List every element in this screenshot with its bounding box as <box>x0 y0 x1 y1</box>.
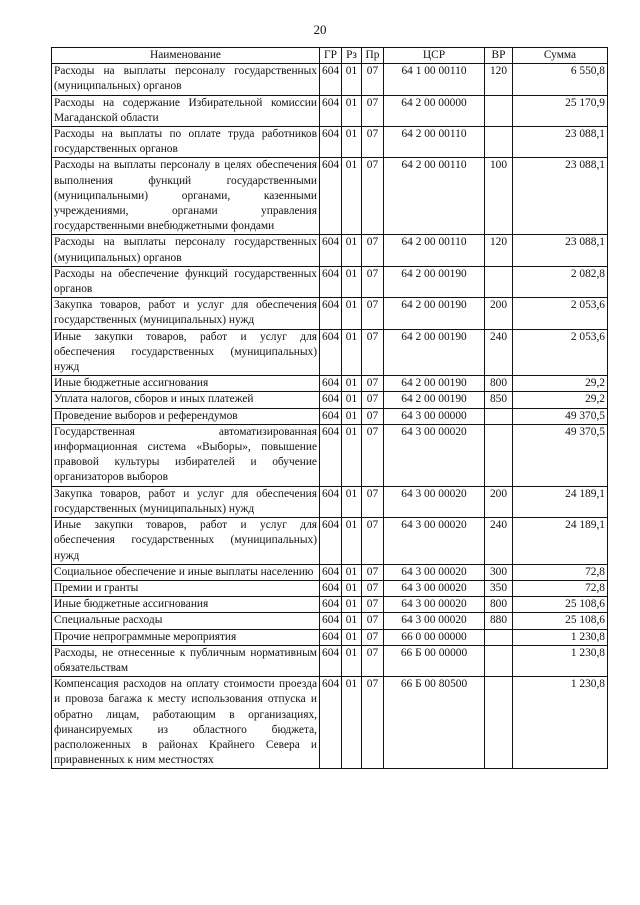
cell-pr: 07 <box>362 613 384 629</box>
cell-pr: 07 <box>362 564 384 580</box>
cell-sum: 23 088,1 <box>513 127 608 158</box>
cell-csr: 64 2 00 00190 <box>384 392 485 408</box>
table-row <box>52 298 608 329</box>
cell-name: Иные бюджетные ассигнования <box>52 597 320 613</box>
table-row <box>52 266 608 297</box>
header-sum: Сумма <box>513 48 608 64</box>
cell-name: Государственная автоматизированная информационная система «Выборы», повышение правовой культуры избирателей и обучение организаторов выборов <box>52 424 320 486</box>
cell-csr: 64 2 00 00110 <box>384 235 485 266</box>
cell-vr: 200 <box>485 486 513 517</box>
cell-name: Прочие непрограммные мероприятия <box>52 629 320 645</box>
cell-rz: 01 <box>342 408 362 424</box>
header-vr: ВР <box>485 48 513 64</box>
table-row <box>52 564 608 580</box>
cell-rz: 01 <box>342 392 362 408</box>
cell-sum: 25 108,6 <box>513 613 608 629</box>
cell-vr <box>485 629 513 645</box>
cell-pr: 07 <box>362 597 384 613</box>
cell-rz: 01 <box>342 298 362 329</box>
cell-vr: 350 <box>485 580 513 596</box>
cell-gr: 604 <box>320 329 342 376</box>
cell-gr: 604 <box>320 424 342 486</box>
cell-rz: 01 <box>342 95 362 126</box>
cell-vr <box>485 424 513 486</box>
cell-rz: 01 <box>342 518 362 565</box>
table-row <box>52 235 608 266</box>
cell-pr: 07 <box>362 266 384 297</box>
cell-gr: 604 <box>320 564 342 580</box>
cell-rz: 01 <box>342 376 362 392</box>
table-row <box>52 95 608 126</box>
cell-csr: 64 3 00 00020 <box>384 486 485 517</box>
cell-gr: 604 <box>320 392 342 408</box>
cell-gr: 604 <box>320 95 342 126</box>
cell-name: Расходы на выплаты персоналу государственных (муниципальных) органов <box>52 64 320 95</box>
budget-table <box>51 47 608 769</box>
cell-csr: 66 Б 00 80500 <box>384 677 485 769</box>
cell-csr: 66 Б 00 00000 <box>384 645 485 676</box>
cell-csr: 64 2 00 00110 <box>384 127 485 158</box>
cell-sum: 25 108,6 <box>513 597 608 613</box>
cell-csr: 64 3 00 00020 <box>384 597 485 613</box>
cell-sum: 72,8 <box>513 564 608 580</box>
cell-pr: 07 <box>362 392 384 408</box>
cell-rz: 01 <box>342 266 362 297</box>
cell-csr: 64 3 00 00020 <box>384 580 485 596</box>
cell-gr: 604 <box>320 376 342 392</box>
table-row <box>52 127 608 158</box>
cell-name: Компенсация расходов на оплату стоимости проезда и провоза багажа к месту использования отпуска и обратно лицам, работающим в организациях, финансируемых из областного бюджета, расположенных в районах Крайнего Севера и приравненных к ним местностях <box>52 677 320 769</box>
cell-rz: 01 <box>342 329 362 376</box>
cell-vr: 800 <box>485 597 513 613</box>
header-gr: ГР <box>320 48 342 64</box>
cell-rz: 01 <box>342 564 362 580</box>
cell-vr: 120 <box>485 64 513 95</box>
cell-sum: 2 053,6 <box>513 298 608 329</box>
cell-gr: 604 <box>320 235 342 266</box>
cell-csr: 64 2 00 00110 <box>384 158 485 235</box>
cell-name: Премии и гранты <box>52 580 320 596</box>
cell-sum: 1 230,8 <box>513 629 608 645</box>
cell-sum: 24 189,1 <box>513 518 608 565</box>
table-row <box>52 645 608 676</box>
cell-pr: 07 <box>362 645 384 676</box>
cell-gr: 604 <box>320 597 342 613</box>
cell-sum: 29,2 <box>513 376 608 392</box>
cell-vr: 800 <box>485 376 513 392</box>
cell-vr: 300 <box>485 564 513 580</box>
cell-name: Расходы на выплаты по оплате труда работников государственных органов <box>52 127 320 158</box>
cell-gr: 604 <box>320 127 342 158</box>
cell-gr: 604 <box>320 629 342 645</box>
cell-sum: 29,2 <box>513 392 608 408</box>
cell-gr: 604 <box>320 518 342 565</box>
cell-rz: 01 <box>342 597 362 613</box>
cell-sum: 72,8 <box>513 580 608 596</box>
table-row <box>52 580 608 596</box>
cell-sum: 6 550,8 <box>513 64 608 95</box>
cell-sum: 23 088,1 <box>513 158 608 235</box>
cell-vr: 100 <box>485 158 513 235</box>
cell-pr: 07 <box>362 518 384 565</box>
table-row <box>52 329 608 376</box>
cell-name: Иные бюджетные ассигнования <box>52 376 320 392</box>
cell-vr: 880 <box>485 613 513 629</box>
cell-sum: 49 370,5 <box>513 408 608 424</box>
cell-csr: 64 3 00 00020 <box>384 564 485 580</box>
cell-pr: 07 <box>362 64 384 95</box>
cell-gr: 604 <box>320 645 342 676</box>
cell-pr: 07 <box>362 376 384 392</box>
cell-rz: 01 <box>342 158 362 235</box>
cell-vr <box>485 645 513 676</box>
cell-vr: 240 <box>485 329 513 376</box>
cell-pr: 07 <box>362 158 384 235</box>
cell-name: Закупка товаров, работ и услуг для обеспечения государственных (муниципальных) нужд <box>52 298 320 329</box>
cell-gr: 604 <box>320 613 342 629</box>
cell-csr: 64 3 00 00020 <box>384 518 485 565</box>
table-row <box>52 518 608 565</box>
table-row <box>52 629 608 645</box>
cell-sum: 1 230,8 <box>513 645 608 676</box>
cell-name: Расходы, не отнесенные к публичным нормативным обязательствам <box>52 645 320 676</box>
table-header-row <box>52 48 608 64</box>
cell-csr: 64 3 00 00020 <box>384 424 485 486</box>
table-row <box>52 64 608 95</box>
cell-vr <box>485 677 513 769</box>
cell-gr: 604 <box>320 408 342 424</box>
cell-pr: 07 <box>362 629 384 645</box>
table-row <box>52 408 608 424</box>
table-row <box>52 424 608 486</box>
header-pr: Пр <box>362 48 384 64</box>
cell-pr: 07 <box>362 677 384 769</box>
cell-pr: 07 <box>362 95 384 126</box>
cell-pr: 07 <box>362 235 384 266</box>
cell-pr: 07 <box>362 127 384 158</box>
cell-vr <box>485 127 513 158</box>
cell-gr: 604 <box>320 158 342 235</box>
cell-rz: 01 <box>342 235 362 266</box>
table-row <box>52 376 608 392</box>
cell-gr: 604 <box>320 266 342 297</box>
cell-name: Расходы на выплаты персоналу государственных (муниципальных) органов <box>52 235 320 266</box>
cell-rz: 01 <box>342 64 362 95</box>
cell-vr: 850 <box>485 392 513 408</box>
cell-name: Социальное обеспечение и иные выплаты населению <box>52 564 320 580</box>
cell-csr: 64 2 00 00190 <box>384 298 485 329</box>
cell-pr: 07 <box>362 580 384 596</box>
header-csr: ЦСР <box>384 48 485 64</box>
cell-rz: 01 <box>342 613 362 629</box>
header-name: Наименование <box>52 48 320 64</box>
cell-sum: 23 088,1 <box>513 235 608 266</box>
table-body <box>52 64 608 769</box>
cell-rz: 01 <box>342 580 362 596</box>
cell-rz: 01 <box>342 127 362 158</box>
cell-pr: 07 <box>362 408 384 424</box>
table-row <box>52 486 608 517</box>
cell-vr <box>485 266 513 297</box>
cell-gr: 604 <box>320 298 342 329</box>
cell-name: Иные закупки товаров, работ и услуг для обеспечения государственных (муниципальных) нужд <box>52 518 320 565</box>
cell-gr: 604 <box>320 580 342 596</box>
cell-vr <box>485 408 513 424</box>
cell-csr: 64 2 00 00000 <box>384 95 485 126</box>
cell-csr: 64 3 00 00000 <box>384 408 485 424</box>
table-row <box>52 158 608 235</box>
cell-name: Закупка товаров, работ и услуг для обеспечения государственных (муниципальных) нужд <box>52 486 320 517</box>
cell-vr <box>485 95 513 126</box>
cell-name: Расходы на обеспечение функций государственных органов <box>52 266 320 297</box>
cell-pr: 07 <box>362 486 384 517</box>
cell-sum: 24 189,1 <box>513 486 608 517</box>
cell-csr: 64 2 00 00190 <box>384 376 485 392</box>
cell-gr: 604 <box>320 486 342 517</box>
cell-sum: 2 082,8 <box>513 266 608 297</box>
cell-csr: 64 3 00 00020 <box>384 613 485 629</box>
cell-csr: 64 2 00 00190 <box>384 329 485 376</box>
page-number: 20 <box>313 22 327 37</box>
table-row <box>52 392 608 408</box>
cell-name: Специальные расходы <box>52 613 320 629</box>
cell-name: Расходы на выплаты персоналу в целях обеспечения выполнения функций государственными (муниципальными) органами, казенными учреждениями, органами управления государственными внебюджетными фондами <box>52 158 320 235</box>
table-row <box>52 597 608 613</box>
table-row <box>52 613 608 629</box>
cell-rz: 01 <box>342 424 362 486</box>
cell-csr: 66 0 00 00000 <box>384 629 485 645</box>
cell-name: Расходы на содержание Избирательной комиссии Магаданской области <box>52 95 320 126</box>
cell-name: Уплата налогов, сборов и иных платежей <box>52 392 320 408</box>
cell-gr: 604 <box>320 64 342 95</box>
cell-csr: 64 1 00 00110 <box>384 64 485 95</box>
cell-vr: 120 <box>485 235 513 266</box>
cell-rz: 01 <box>342 677 362 769</box>
cell-pr: 07 <box>362 424 384 486</box>
header-rz: Рз <box>342 48 362 64</box>
table-row <box>52 677 608 769</box>
cell-rz: 01 <box>342 629 362 645</box>
cell-name: Проведение выборов и референдумов <box>52 408 320 424</box>
cell-sum: 25 170,9 <box>513 95 608 126</box>
cell-sum: 2 053,6 <box>513 329 608 376</box>
cell-sum: 1 230,8 <box>513 677 608 769</box>
cell-vr: 200 <box>485 298 513 329</box>
cell-sum: 49 370,5 <box>513 424 608 486</box>
cell-gr: 604 <box>320 677 342 769</box>
cell-rz: 01 <box>342 645 362 676</box>
cell-csr: 64 2 00 00190 <box>384 266 485 297</box>
cell-pr: 07 <box>362 329 384 376</box>
cell-name: Иные закупки товаров, работ и услуг для обеспечения государственных (муниципальных) нужд <box>52 329 320 376</box>
cell-rz: 01 <box>342 486 362 517</box>
cell-pr: 07 <box>362 298 384 329</box>
cell-vr: 240 <box>485 518 513 565</box>
